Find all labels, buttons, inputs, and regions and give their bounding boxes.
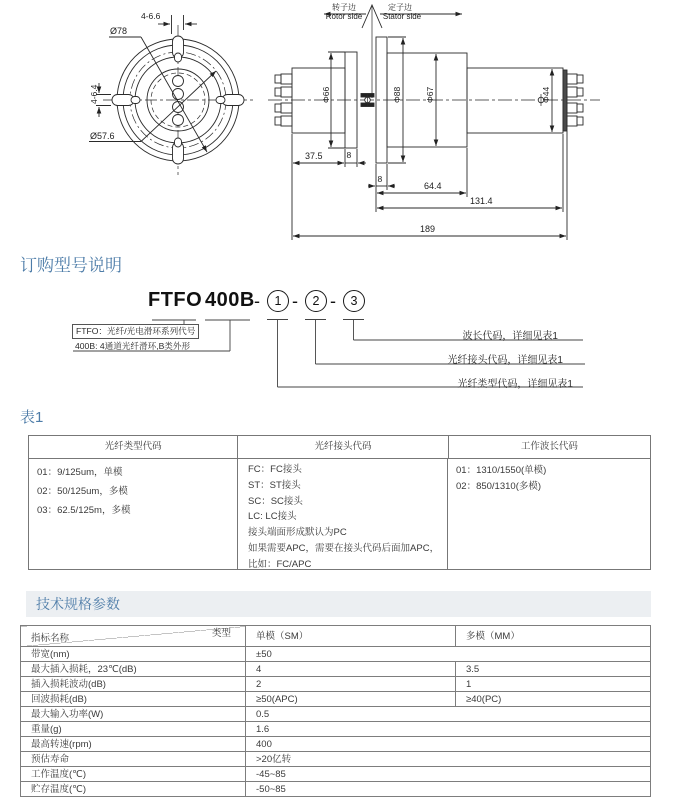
spec-value-mm: 1 [456, 677, 651, 692]
spec-label: 回波损耗(dB) [21, 692, 246, 707]
dim-189: 189 [420, 224, 436, 234]
table1-title: 表1 [20, 409, 44, 426]
callout-series-400b: 400B: 4通道光纤滑环,B类外形 [75, 341, 191, 351]
model-prefix: FTFO [148, 289, 203, 311]
table1-col-connector [238, 459, 448, 569]
callout-fiber-type: 光纤类型代码，详细见表1 [457, 379, 573, 390]
model-code-1: 1 [267, 290, 289, 312]
table1-line: 比如：FC/APC [248, 558, 312, 570]
spec-value: 400 [246, 737, 651, 752]
spec-value: -50~85 [246, 782, 651, 797]
dim-d67: Φ67 [425, 86, 435, 103]
table1-line: SC：SC接头 [248, 495, 303, 507]
dim-8-disc: 8 [346, 150, 352, 160]
spec-value-mm: 3.5 [456, 662, 651, 677]
specs-body [21, 647, 651, 797]
spec-row [21, 767, 651, 782]
spec-value-mm: ≥40(PC) [456, 692, 651, 707]
specs-col-singlemode: 单模（SM） [246, 626, 456, 647]
dim-375: 37.5 [305, 151, 323, 161]
specs-header-row [21, 626, 651, 647]
spec-label: 最大插入损耗，23℃(dB) [21, 662, 246, 677]
dim-644: 64.4 [424, 181, 442, 191]
spec-value: ±50 [246, 647, 651, 662]
label-stator-side-en: Stator side [382, 12, 422, 21]
model-series: 400B [205, 289, 255, 311]
dim-d66: Φ66 [321, 86, 331, 103]
spec-row [21, 692, 651, 707]
dim-8-flange: 8 [377, 174, 383, 184]
spec-label: 重量(g) [21, 722, 246, 737]
dim-front-outer-diameter: Ø78 [110, 26, 128, 36]
table1-header-wavelength: 工作波长代码 [520, 441, 578, 452]
engineering-drawing [0, 0, 676, 248]
table1-line: 02：50/125um，多模 [37, 486, 128, 497]
dim-1314: 131.4 [470, 196, 493, 206]
callout-series-prefix: FTFO：光纤/光电滑环系列代号 [72, 324, 199, 339]
table1-line: 02：850/1310(多模) [456, 481, 542, 492]
callout-connector: 光纤接头代码，详细见表1 [447, 355, 563, 366]
table1-line: 接头端面形成默认为PC [248, 527, 347, 539]
ordering-title: 订购型号说明 [20, 256, 122, 275]
spec-row [21, 677, 651, 692]
specs-col-multimode: 多模（MM） [456, 626, 651, 647]
model-dash: - [292, 291, 298, 311]
spec-value: >20亿转 [246, 752, 651, 767]
spec-label: 最大输入功率(W) [21, 707, 246, 722]
table1-line: 03：62.5/125m，多模 [37, 505, 131, 516]
table1-header-fiber-type: 光纤类型代码 [29, 436, 238, 458]
spec-row [21, 752, 651, 767]
dim-front-inner-diameter: Ø57.6 [90, 131, 115, 141]
spec-label: 预估寿命 [21, 752, 246, 767]
dim-d88: Φ88 [392, 86, 402, 103]
label-rotor-side-cn: 转子边 [332, 3, 356, 12]
dim-d44: Φ44 [541, 86, 551, 103]
dim-front-holes-left: 4-6.4 [89, 84, 99, 104]
table1-header-row [29, 436, 650, 459]
spec-value-sm: 2 [246, 677, 456, 692]
spec-row [21, 722, 651, 737]
model-dash: - [254, 291, 260, 311]
spec-row [21, 737, 651, 752]
spec-value-sm: ≥50(APC) [246, 692, 456, 707]
table1-line: FC：FC接头 [248, 464, 302, 475]
spec-row [21, 782, 651, 797]
specs-title: 技术规格参数 [36, 596, 120, 612]
spec-value: 1.6 [246, 722, 651, 737]
spec-label: 插入损耗波动(dB) [21, 677, 246, 692]
dim-front-holes-top: 4-6.6 [141, 11, 161, 21]
table1-col-wavelength [448, 459, 650, 569]
table1-body [29, 459, 650, 569]
model-dash: - [330, 291, 336, 311]
spec-row [21, 647, 651, 662]
table1-line: 如果需要APC，需要在接头代码后面加APC， [248, 542, 440, 554]
table1 [28, 435, 651, 570]
table1-line: ST：ST接头 [248, 479, 301, 491]
table1-line: 01：1310/1550(单模) [456, 465, 547, 476]
label-stator-side-cn: 定子边 [388, 3, 412, 12]
spec-label: 工作温度(℃) [21, 767, 246, 782]
label-rotor-side-en: Rotor side [325, 12, 363, 21]
spec-label: 贮存温度(℃) [21, 782, 246, 797]
specs-corner-type-label: 类型 [211, 628, 231, 639]
table1-col-fiber-type [29, 459, 238, 569]
spec-row [21, 707, 651, 722]
table1-line: 01：9/125um，单模 [37, 467, 123, 478]
specs-corner-cell [21, 626, 246, 647]
spec-label: 最高转速(rpm) [21, 737, 246, 752]
specs-title-bar [26, 591, 651, 617]
table1-line: LC: LC接头 [248, 511, 297, 523]
spec-row [21, 662, 651, 677]
spec-value-sm: 4 [246, 662, 456, 677]
spec-value: 0.5 [246, 707, 651, 722]
model-code-2: 2 [305, 290, 327, 312]
model-code-3: 3 [343, 290, 365, 312]
table1-header-connector: 光纤接头代码 [238, 436, 448, 458]
specs-corner-index-label: 指标名称 [31, 633, 70, 644]
spec-value: -45~85 [246, 767, 651, 782]
side-view [268, 5, 600, 240]
front-view [89, 15, 253, 175]
specs-table [20, 625, 651, 797]
callout-wavelength: 波长代码，详细见表1 [462, 331, 558, 342]
spec-label: 带宽(nm) [21, 647, 246, 662]
